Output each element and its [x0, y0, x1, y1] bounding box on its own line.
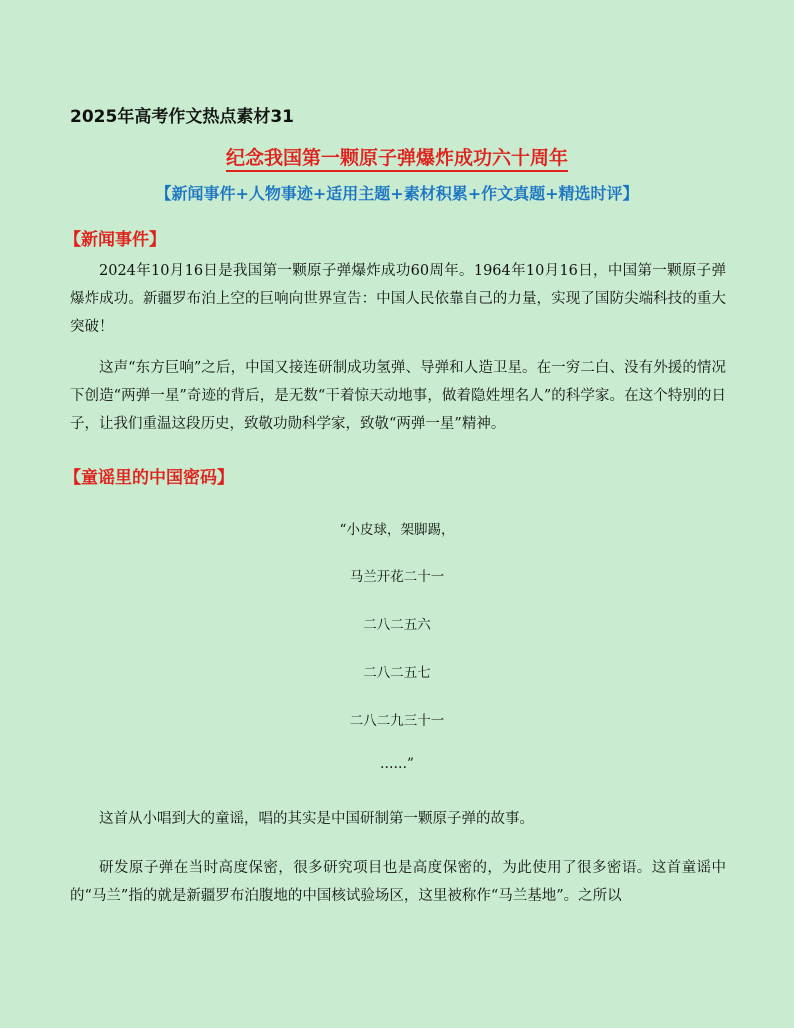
poem-line: 马兰开花二十一	[349, 569, 445, 585]
poem-line: “小皮球，架脚踢，	[339, 522, 455, 538]
document-title: 2025年高考作文热点素材31	[70, 107, 294, 127]
news-paragraph-1: 2024年10月16日是我国第一颗原子弹爆炸成功60周年。1964年10月16日，中国第一颗原子弹爆炸成功。新疆罗布泊上空的巨响向世界宣告：中国人民依靠自己的力量，实现了国防尖端科技的重大突破！	[70, 263, 726, 335]
rhyme-paragraph-1: 这首从小唱到大的童谣，唱的其实是中国研制第一颗原子弹的故事。	[99, 811, 534, 827]
rhyme-section-heading: 【童谣里的中国密码】	[64, 468, 234, 488]
news-section-heading: 【新闻事件】	[64, 230, 166, 250]
poem-line: 二八二五六	[363, 617, 431, 633]
main-heading-text: 纪念我国第一颗原子弹爆炸成功六十周年	[226, 147, 568, 172]
poem-line: ……”	[380, 756, 414, 772]
rhyme-paragraph-2: 研发原子弹在当时高度保密，很多研究项目也是高度保密的，为此使用了很多密语。这首童谣中的“马兰”指的就是新疆罗布泊腹地的中国核试验场区，这里被称作“马兰基地”。之所以	[70, 860, 726, 904]
main-heading	[0, 143, 794, 170]
sub-heading: 【新闻事件+人物事迹+适用主题+素材积累+作文真题+精选时评】	[155, 184, 639, 203]
poem-line: 二八二九三十一	[349, 713, 445, 729]
news-paragraph-2: 这声“东方巨响”之后，中国又接连研制成功氢弹、导弹和人造卫星。在一穷二白、没有外援的情况下创造“两弹一星”奇迹的背后，是无数“干着惊天动地事，做着隐姓埋名人”的科学家。在这个特别的日子，让我们重温这段历史，致敬功勋科学家，致敬“两弹一星”精神。	[70, 360, 726, 432]
poem-line: 二八二五七	[363, 665, 431, 681]
